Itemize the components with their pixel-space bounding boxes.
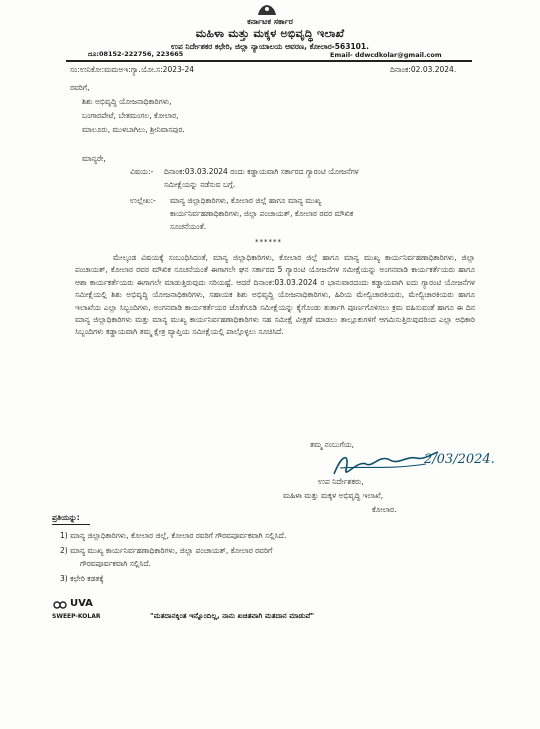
to-label: ರವರಿಗೆ, bbox=[70, 83, 90, 92]
phone-number: ದೂ:08152-222756, 223665 bbox=[88, 50, 184, 58]
voting-slogan: "ಮತದಾನಕ್ಕಿಂತ ಇನ್ನೊಂದಿಲ್ಲ, ನಾನು ಖಚಿತವಾಗಿ ಮತದಾನ ಮಾಡುವೆ" bbox=[150, 611, 315, 620]
addressee-line: ಬಂಗಾರಪೇಟೆ, ಬೇತಮಂಗಲ, ಕೋಲಾರ, bbox=[82, 111, 179, 120]
office-address: ಉಪ ನಿರ್ದೇಶಕರ ಕಛೇರಿ, ಜಿಲ್ಲಾ ನ್ಯಾಯಾಲಯ ಆವರಣ, ಕೋಲಾರ-563101. bbox=[171, 42, 369, 51]
signatory-department: ಮಹಿಳಾ ಮತ್ತು ಮಕ್ಕಳ ಅಭಿವೃದ್ಧಿ ಇಲಾಖೆ, bbox=[283, 491, 384, 500]
logo-subtitle: SWEEP-KOLAR bbox=[52, 613, 101, 620]
copy-to-item: ಗೌರವಪೂರ್ವಕವಾಗಿ ಸಲ್ಲಿಸಿದೆ. bbox=[80, 559, 151, 568]
salutation: ಮಾನ್ಯರೇ, bbox=[82, 154, 106, 163]
copy-to-item: 2) ಮಾನ್ಯ ಮುಖ್ಯ ಕಾರ್ಯನಿರ್ವಹಣಾಧಿಕಾರಿಗಳು, ಜಿಲ್ಲಾ ಪಂಚಾಯತ್, ಕೋಲಾರ ರವರಿಗೆ bbox=[60, 546, 273, 555]
body-paragraph: ಮೇಲ್ಕಂಡ ವಿಷಯಕ್ಕೆ ಸಂಬಂಧಿಸಿದಂತೆ, ಮಾನ್ಯ ಜಿಲ್ಲಾಧಿಕಾರಿಗಳು, ಕೋಲಾರ ಜಿಲ್ಲೆ ಹಾಗೂ ಮಾನ್ಯ ಮುಖ್ಯ ಕಾರ್ಯನಿರ್ವಹಣಾಧಿಕಾರಿಗಳು, ಜಿಲ್ಲಾ ಪಂಚಾಯತ್, ಕೋಲಾರ ರವರ ಮೌಖಿಕ ಸೂಚನೆಯಂತೆ ಈಗಾಗಲೇ ಘನ ಸರ್ಕಾರದ 5 ಗ್ಯಾರಂಟಿ ಯೋಜನೆಗಳ ಸಮೀಕ್ಷೆಯನ್ನು ಅಂಗನವಾಡಿ ಕಾರ್ಯಕರ್ತೆಯರು ಹಾಗೂ ಆಶಾ ಕಾರ್ಯಕರ್ತೆಯರು ಈಗಾಗಲೇ ಮಾಡುತ್ತಿರುವುದು ಸರಿಯಷ್ಟೆ. ಆದರೆ ದಿನಾಂಕ:03.03.2024 ರ ಭಾನುವಾರದಂದು ಕಡ್ಡಾಯವಾಗಿ ಐದು ಗ್ಯಾರಂಟಿ ಯೋಜನೆಗಳ ಸಮೀಕ್ಷೆಯಲ್ಲಿ ಶಿಶು ಅಭಿವೃದ್ಧಿ ಯೋಜನಾಧಿಕಾರಿಗಳು, ಸಹಾಯಕ ಶಿಶು ಅಭಿವೃದ್ಧಿ ಯೋಜನಾಧಿಕಾರಿಗಳು, ಹಿರಿಯ ಮೇಲ್ವಿಚಾರಕಿಯರು, ಮೇಲ್ವಿಚಾರಕಿಯರು ಹಾಗೂ ಇಲಾಖೆಯ ಎಲ್ಲಾ ಸಿಬ್ಬಂದಿಗಳು, ಅಂಗನವಾಡಿ ಕಾರ್ಯಕರ್ತೆಯರ ಜೊತೆಗೂಡಿ ಸಮೀಕ್ಷೆಯನ್ನು ಕೈಗೊಂಡು ತುರ್ತಾಗಿ ಪೂರ್ಣಗೊಳಿಸಲು ಕ್ರಮ ವಹಿಸುವಂತೆ ಹಾಗೂ ಈ ದಿನ ಮಾನ್ಯ ಜಿಲ್ಲಾಧಿಕಾರಿಗಳು ಮತ್ತು ಮಾನ್ಯ ಮುಖ್ಯ ಕಾರ್ಯನಿರ್ವಹಣಾಧಿಕಾರಿಗಳು ಸಹ ಸಮೀಕ್ಷೆ ವೀಕ್ಷಣೆ ಮಾಡಲು ತಾಲ್ಲೂಕುಗಳಿಗೆ ಆಗಮಿಸುತ್ತಿರುವುದರಿಂದ ಎಲ್ಲಾ ಅಧಿಕಾರಿ ಸಿಬ್ಬಂದಿಗಳು ಕಡ್ಡಾಯವಾಗಿ ತಮ್ಮ ಕ್ಷೇತ್ರ ವ್ಯಾಪ್ತಿಯ ಸಮೀಕ್ಷೆಯಲ್ಲಿ ಪಾಲ್ಗೊಳ್ಳಲು ಸೂಚಿಸಿದೆ. bbox=[75, 253, 475, 337]
header-divider bbox=[66, 60, 472, 62]
copy-to-item: 1) ಮಾನ್ಯ ಜಿಲ್ಲಾಧಿಕಾರಿಗಳು, ಕೋಲಾರ ಜಿಲ್ಲೆ, ಕೋಲಾರ ರವರಿಗೆ ಗೌರವಪೂರ್ವಕವಾಗಿ ಸಲ್ಲಿಸಿದೆ. bbox=[60, 531, 287, 540]
separator-stars: ****** bbox=[255, 238, 282, 246]
reference-line: ಮಾನ್ಯ ಜಿಲ್ಲಾಧಿಕಾರಿಗಳು, ಕೋಲಾರ ಜಿಲ್ಲೆ ಹಾಗೂ ಮಾನ್ಯ ಮುಖ್ಯ bbox=[170, 196, 322, 205]
subject-label: ವಿಷಯ:- bbox=[130, 167, 154, 176]
reference-line: ಸೂಚನೆಯಂತೆ. bbox=[170, 222, 207, 231]
copy-to-title: ಪ್ರತಿಯನ್ನು: bbox=[52, 513, 80, 522]
sweep-logo bbox=[52, 598, 106, 626]
department-title: ಮಹಿಳಾ ಮತ್ತು ಮಕ್ಕಳ ಅಭಿವೃದ್ಧಿ ಇಲಾಖೆ bbox=[195, 27, 345, 40]
subject-line: ದಿನಾಂಕ:03.03.2024 ರಂದು ಕಡ್ಡಾಯವಾಗಿ ಸರ್ಕಾರದ ಗ್ಯಾರಂಟಿ ಯೋಜನೆಗಳ bbox=[164, 167, 359, 176]
copy-to-underline bbox=[52, 524, 90, 525]
reference-number: ಸಂ:ಉನಿಕೋ:ಮಮಅಇ:ಗ್ಯಾ.ಯೋ.ಸ:2023-24 bbox=[70, 65, 195, 74]
state-emblem-icon bbox=[256, 3, 278, 17]
valediction: ತಮ್ಮ ನಂಬುಗೆಯ, bbox=[310, 440, 355, 449]
reference-line: ಕಾರ್ಯನಿರ್ವಹಣಾಧಿಕಾರಿಗಳು, ಜಿಲ್ಲಾ ಪಂಚಾಯತ್, ಕೋಲಾರ ರವರ ಮೌಖಿಕ bbox=[170, 209, 354, 218]
letter-date: ದಿನಾಂಕ:02.03.2024. bbox=[390, 65, 457, 74]
copy-to-item: 3) ಕಛೇರಿ ಕಡತಕ್ಕೆ bbox=[60, 574, 104, 583]
designation: ಉಪ ನಿರ್ದೇಶಕರು, bbox=[318, 477, 364, 486]
sweep-icon bbox=[52, 598, 68, 612]
email-address: Email- ddwcdkolar@gmail.com bbox=[330, 51, 442, 59]
subject-line: ಸಮೀಕ್ಷೆಯನ್ನು ನಡೆಸುವ ಬಗ್ಗೆ. bbox=[164, 180, 236, 189]
govt-title: ಕರ್ನಾಟಕ ಸರ್ಕಾರ bbox=[247, 17, 293, 26]
addressee-line: ಮಾಲೂರು, ಮುಳಬಾಗಿಲು, ಶ್ರೀನಿವಾಸಪುರ. bbox=[82, 125, 185, 134]
logo-title: UVA bbox=[70, 598, 93, 609]
addressee-line: ಶಿಶು ಅಭಿವೃದ್ಧಿ ಯೋಜನಾಧಿಕಾರಿಗಳು, bbox=[82, 97, 172, 106]
reference-label: ಉಲ್ಲೇಖ:- bbox=[130, 196, 156, 205]
signatory-place: ಕೋಲಾರ. bbox=[372, 505, 397, 514]
signature-date: 2/03/2024. bbox=[424, 452, 495, 467]
